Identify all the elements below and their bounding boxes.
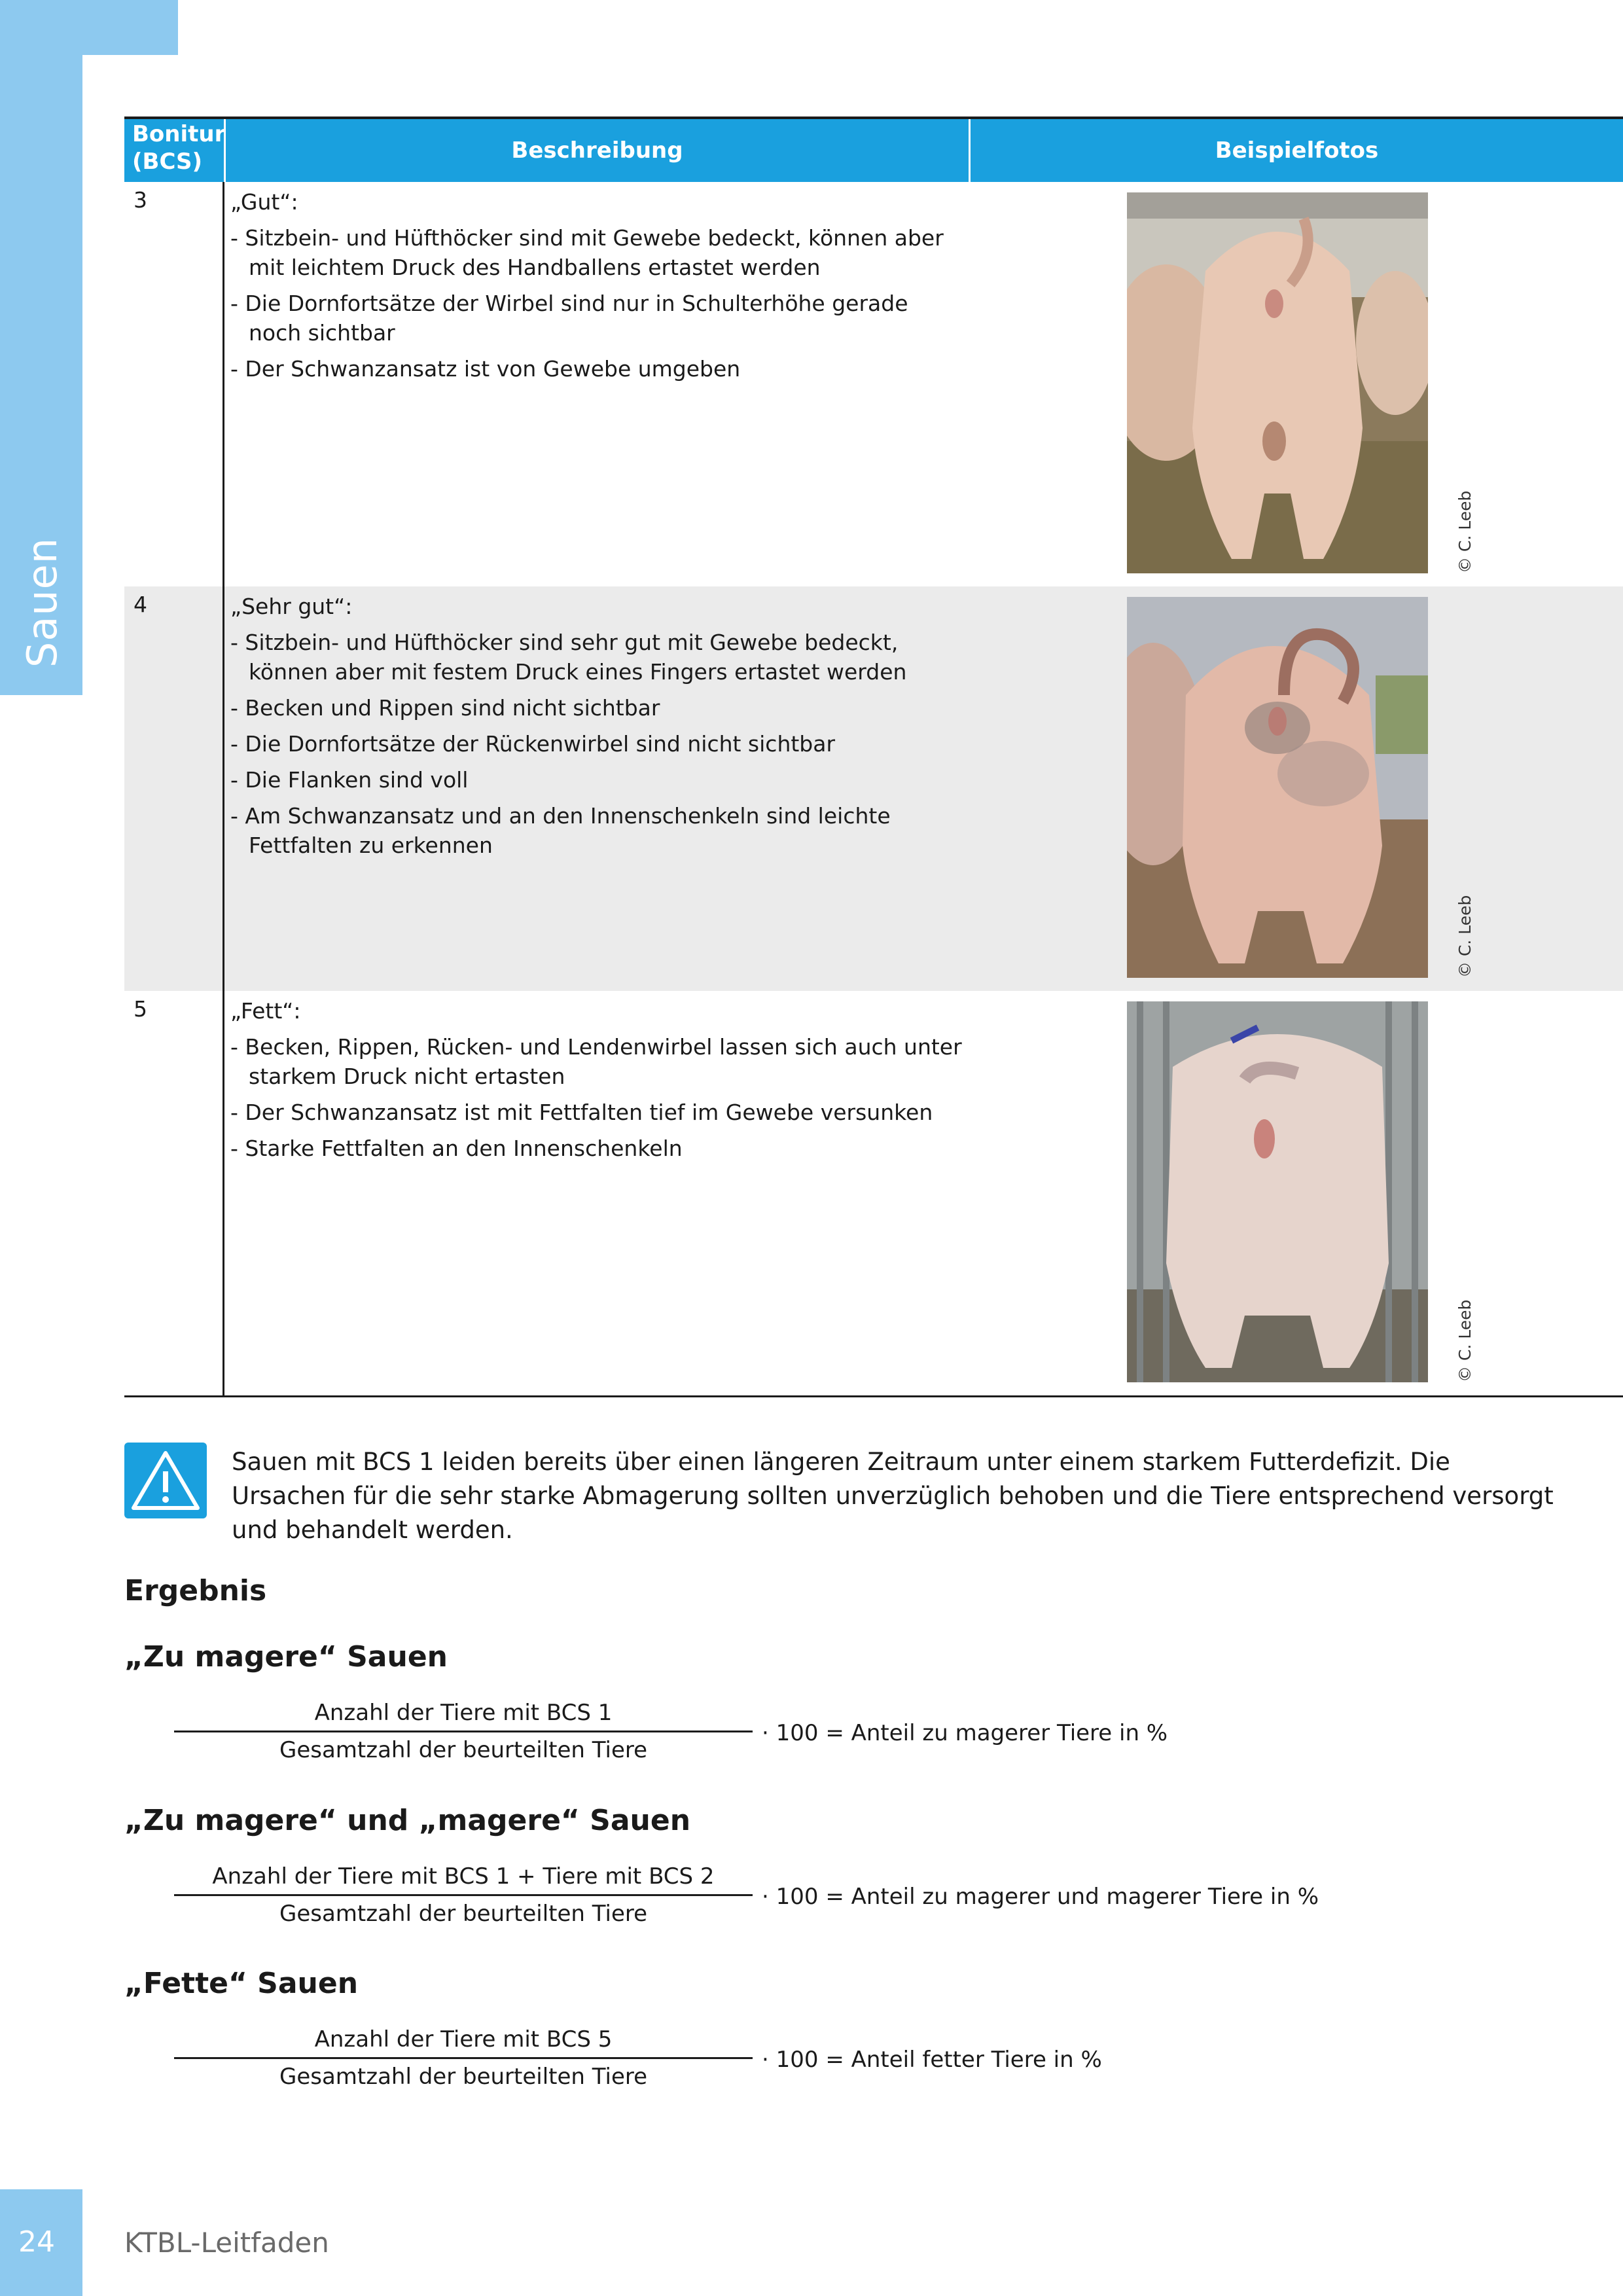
formula-fraction bbox=[174, 1859, 753, 1931]
page-number: 24 bbox=[18, 2225, 55, 2259]
table-row bbox=[124, 991, 1623, 1395]
row-title: „Sehr gut“: bbox=[230, 594, 353, 619]
formula-result: · 100 = Anteil zu magerer Tiere in % bbox=[762, 1720, 1168, 1746]
table-row bbox=[124, 586, 1623, 991]
row-description bbox=[230, 187, 963, 390]
footer-title: KTBL-Leitfaden bbox=[124, 2227, 329, 2259]
bullet: - Becken, Rippen, Rücken- und Lendenwirbel lassen sich auch unter starkem Druck nicht ertasten bbox=[230, 1034, 962, 1089]
header-bcs: Bonitur (BCS) bbox=[132, 121, 226, 175]
bullet: - Die Dornfortsätze der Rückenwirbel sind nicht sichtbar bbox=[230, 731, 836, 757]
table-bottom-rule bbox=[124, 1395, 1623, 1397]
bullet: - Der Schwanzansatz ist mit Fettfalten tief im Gewebe versunken bbox=[230, 1100, 933, 1125]
bcs-score: 4 bbox=[134, 592, 147, 617]
warning-text: Sauen mit BCS 1 leiden bereits über einen längeren Zeitraum unter einem starkem Futterdefizit. Die Ursachen für die sehr starke Abmagerung sollten unverzüglich behoben und die Tiere entsprechend versorgt und behandelt werden. bbox=[232, 1448, 1554, 1544]
section-label: Sauen bbox=[18, 537, 66, 668]
numerator: Anzahl der Tiere mit BCS 5 bbox=[314, 2026, 613, 2053]
sidebar-top-block bbox=[0, 0, 178, 55]
bullet: - Becken und Rippen sind nicht sichtbar bbox=[230, 695, 660, 721]
bcs-score: 5 bbox=[134, 996, 147, 1022]
formula-fraction bbox=[174, 2022, 753, 2094]
bullet: - Starke Fettfalten an den Innenschenkeln bbox=[230, 1136, 683, 1161]
photo-credit: © C. Leeb bbox=[1455, 895, 1474, 978]
header-photos: Beispielfotos bbox=[969, 119, 1623, 182]
formula-result: · 100 = Anteil fetter Tiere in % bbox=[762, 2047, 1102, 2073]
bullet: - Die Flanken sind voll bbox=[230, 767, 469, 793]
result-heading: Ergebnis bbox=[124, 1574, 267, 1607]
bcs-score: 3 bbox=[134, 187, 147, 213]
bullet: - Sitzbein- und Hüfthöcker sind mit Gewebe bedeckt, können aber mit leichtem Druck des Handballens ertastet werden bbox=[230, 225, 944, 280]
row-description bbox=[230, 996, 963, 1170]
denominator: Gesamtzahl der beurteilten Tiere bbox=[279, 2064, 648, 2090]
bcs-table bbox=[124, 117, 1623, 1397]
sow-photo-bcs4 bbox=[1127, 597, 1428, 978]
sow-photo-bcs5 bbox=[1127, 1001, 1428, 1382]
sow-photo-bcs3 bbox=[1127, 192, 1428, 573]
row-title: „Gut“: bbox=[230, 189, 298, 215]
numerator: Anzahl der Tiere mit BCS 1 bbox=[314, 1700, 613, 1726]
table-header bbox=[124, 117, 1623, 182]
table-row bbox=[124, 182, 1623, 586]
formula-title: „Zu magere“ und „magere“ Sauen bbox=[124, 1804, 691, 1837]
bullet: - Der Schwanzansatz ist von Gewebe umgeben bbox=[230, 356, 741, 382]
bullet: - Die Dornfortsätze der Wirbel sind nur in Schulterhöhe gerade noch sichtbar bbox=[230, 291, 908, 346]
photo-credit: © C. Leeb bbox=[1455, 490, 1474, 573]
formula-fraction bbox=[174, 1695, 753, 1768]
formula-title: „Zu magere“ Sauen bbox=[124, 1640, 448, 1674]
header-description: Beschreibung bbox=[224, 119, 969, 182]
denominator: Gesamtzahl der beurteilten Tiere bbox=[279, 1901, 648, 1927]
photo-credit: © C. Leeb bbox=[1455, 1299, 1474, 1382]
denominator: Gesamtzahl der beurteilten Tiere bbox=[279, 1737, 648, 1763]
row-title: „Fett“: bbox=[230, 998, 301, 1024]
bullet: - Sitzbein- und Hüfthöcker sind sehr gut mit Gewebe bedeckt, können aber mit festem Druck eines Fingers ertastet werden bbox=[230, 630, 907, 685]
formula-title: „Fette“ Sauen bbox=[124, 1967, 359, 2000]
row-description bbox=[230, 592, 963, 867]
numerator: Anzahl der Tiere mit BCS 1 + Tiere mit BCS 2 bbox=[212, 1863, 715, 1890]
formula-result: · 100 = Anteil zu magerer und magerer Tiere in % bbox=[762, 1884, 1319, 1910]
bullet: - Am Schwanzansatz und an den Innenschenkeln sind leichte Fettfalten zu erkennen bbox=[230, 803, 891, 858]
warning-triangle-icon bbox=[124, 1443, 207, 1518]
